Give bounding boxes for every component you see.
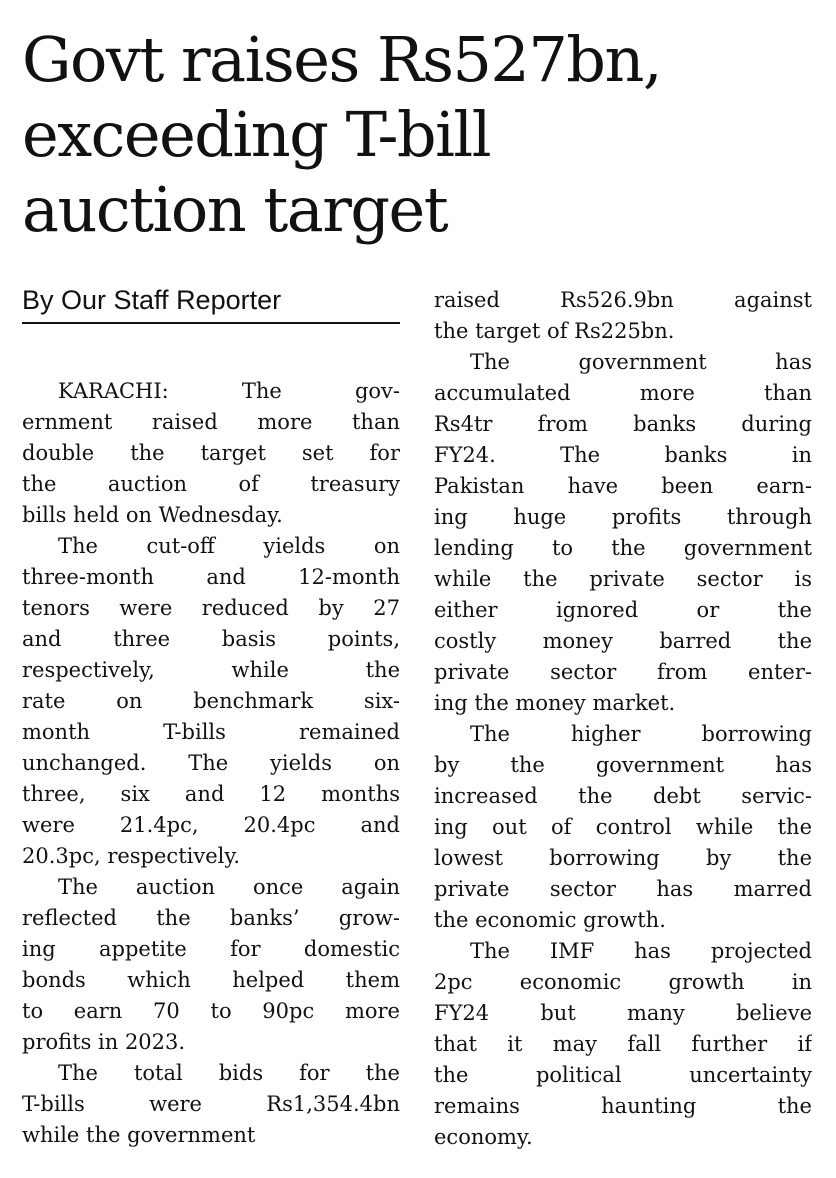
article-line: double the target set for [22, 441, 400, 465]
article-line: KARACHI: The gov- [58, 379, 400, 403]
article-line: to earn 70 to 90pc more [22, 999, 400, 1023]
article-line: unchanged. The yields on [22, 751, 400, 775]
article-paragraph [22, 1058, 400, 1151]
article-line: ing out of control while the [434, 815, 812, 839]
article-paragraph [434, 719, 812, 936]
article-line: accumulated more than [434, 381, 812, 405]
article-line: economy. [434, 1125, 533, 1149]
article-line: the economic growth. [434, 908, 666, 932]
article-line: The total bids for the [58, 1061, 400, 1085]
byline: By Our Staff Reporter [22, 282, 400, 324]
article-line: bonds which helped them [22, 968, 400, 992]
article-line: by the government has [434, 753, 812, 777]
headline [22, 22, 812, 247]
article-line: month T-bills remained [22, 720, 400, 744]
article-paragraph [22, 376, 400, 531]
article-line: lowest borrowing by the [434, 846, 812, 870]
article-line: tenors were reduced by 27 [22, 596, 400, 620]
article-paragraph [434, 285, 812, 347]
article-line: the target of Rs225bn. [434, 319, 675, 343]
article-line: raised Rs526.9bn against [434, 288, 812, 312]
article-line: profits in 2023. [22, 1030, 186, 1054]
article-line: that it may fall further if [434, 1032, 812, 1056]
article-line: ing appetite for domestic [22, 937, 400, 961]
article-line: remains haunting the [434, 1094, 812, 1118]
article-line: ing huge profits through [434, 505, 812, 529]
article-line: The government has [470, 350, 812, 374]
article-line: while the government [22, 1123, 256, 1147]
headline-line: auction target [22, 173, 448, 246]
article-line: while the private sector is [434, 567, 812, 591]
article-line: Pakistan have been earn- [434, 474, 812, 498]
article-line: The IMF has projected [470, 939, 812, 963]
article-paragraph [22, 531, 400, 872]
article-line: 2pc economic growth in [434, 970, 812, 994]
article-line: and three basis points, [22, 627, 400, 651]
article-line: private sector has marred [434, 877, 812, 901]
article-line: increased the debt servic- [434, 784, 812, 808]
article-line: private sector from enter- [434, 660, 812, 684]
article-paragraph [22, 872, 400, 1058]
article-line: costly money barred the [434, 629, 812, 653]
article-line: rate on benchmark six- [22, 689, 400, 713]
article-line: reflected the banks’ grow- [22, 906, 400, 930]
article-line: ernment raised more than [22, 410, 400, 434]
article-column-1 [22, 376, 400, 1151]
article-line: ing the money market. [434, 691, 676, 715]
article-line: were 21.4pc, 20.4pc and [22, 813, 400, 837]
article-line: three-month and 12-month [22, 565, 400, 589]
headline-line: Govt raises Rs527bn, [22, 23, 662, 96]
headline-line: exceeding T-bill [22, 98, 491, 171]
article-line: T-bills were Rs1,354.4bn [22, 1092, 400, 1116]
article-line: bills held on Wednesday. [22, 503, 283, 527]
article-line: 20.3pc, respectively. [22, 844, 241, 868]
article-line: the auction of treasury [22, 472, 400, 496]
article-line: Rs4tr from banks during [434, 412, 812, 436]
article-line: FY24. The banks in [434, 443, 812, 467]
article-line: three, six and 12 months [22, 782, 400, 806]
article-line: either ignored or the [434, 598, 812, 622]
article-line: respectively, while the [22, 658, 400, 682]
article-column-2 [434, 285, 812, 1153]
article-line: The higher borrowing [470, 722, 812, 746]
article-line: The auction once again [58, 875, 400, 899]
article-line: The cut-off yields on [58, 534, 400, 558]
article-line: FY24 but many believe [434, 1001, 812, 1025]
article-line: the political uncertainty [434, 1063, 812, 1087]
article-line: lending to the government [434, 536, 812, 560]
article-paragraph [434, 347, 812, 719]
article-paragraph [434, 936, 812, 1153]
